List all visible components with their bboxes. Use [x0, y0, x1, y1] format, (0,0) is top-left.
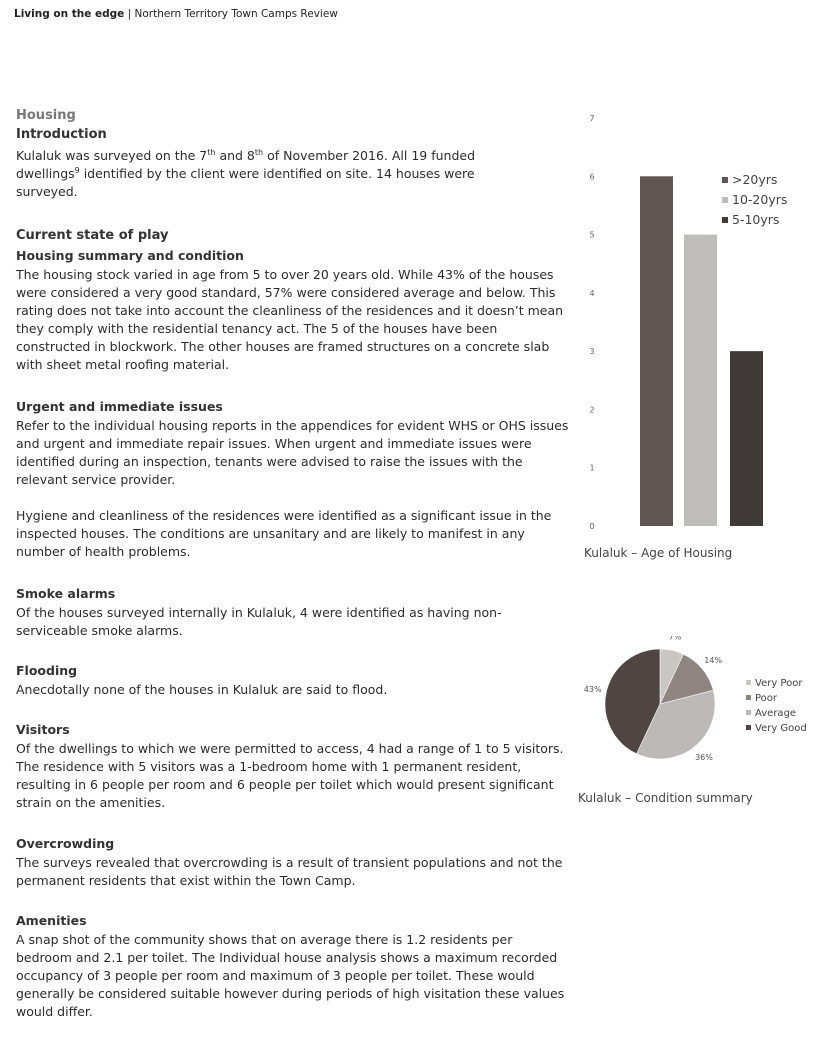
amenities-heading: Amenities — [16, 913, 87, 928]
pie-data-label: 14% — [704, 656, 723, 666]
header-subtitle: Northern Territory Town Camps Review — [134, 8, 338, 20]
current-state-section — [16, 228, 572, 374]
section-label: Housing — [16, 108, 76, 123]
smoke-section — [16, 586, 572, 640]
overcrowding-section — [16, 836, 572, 890]
overcrowding-heading: Overcrowding — [16, 836, 115, 851]
amenities-text: A snap shot of the community shows that on average there is 1.2 residents per bedroom and 2.1 per toilet. The Individual house analysis shows a maximum recorded occupancy of 3 people per room and maximum of 3 people per toilet. These would generally be considered suitable however during periods of high visitation these values would differ. — [16, 932, 565, 1019]
pie-data-label: 7% — [668, 636, 682, 642]
legend-swatch — [722, 197, 728, 203]
legend-label: 10-20yrs — [732, 192, 788, 207]
urgent-text-1: Refer to the individual housing reports in the appendices for evident WHS or OHS issues and urgent and immediate repair issues. When urgent and immediate issues were identified during an inspection, tenants were advised to raise the issues with the relevant service provider. — [16, 418, 569, 487]
visitors-section — [16, 722, 572, 812]
legend-swatch — [746, 680, 751, 685]
current-state-heading: Current state of play — [16, 228, 169, 243]
legend-label: Very Good — [755, 723, 807, 734]
age-of-housing-chart — [580, 108, 820, 568]
pie-data-label: 36% — [695, 753, 713, 763]
amenities-section — [16, 913, 572, 1021]
legend-swatch — [746, 725, 751, 730]
smoke-heading: Smoke alarms — [16, 586, 116, 601]
condition-summary-chart — [566, 636, 826, 776]
overcrowding-text: The surveys revealed that overcrowding is a result of transient populations and not the permanent residents that exist within the Town Camp. — [16, 855, 563, 888]
flooding-section — [16, 663, 572, 699]
bar-chart-title: Kulaluk – Age of Housing — [584, 546, 733, 560]
visitors-heading: Visitors — [16, 722, 70, 737]
pie-data-label: 43% — [583, 684, 602, 694]
bar-chart-svg — [580, 108, 820, 548]
flooding-heading: Flooding — [16, 663, 78, 678]
y-tick-label: 1 — [589, 463, 595, 473]
visitors-text: Of the dwellings to which we were permitted to access, 4 had a range of 1 to 5 visitors. The residence with 5 visitors was a 1-bedroom home with 1 permanent resident, resulting in 6 people per room and 6 people per toilet which would present significant strain on the amenities. — [16, 741, 564, 810]
intro-heading: Introduction — [16, 127, 107, 142]
y-tick-label: 2 — [589, 405, 595, 415]
legend-swatch — [722, 217, 728, 223]
bar-5-10yrs — [730, 351, 763, 526]
header-brand: Living on the edge — [14, 8, 125, 20]
legend-swatch — [746, 710, 751, 715]
intro-text: Kulaluk was surveyed on the 7th and 8th of November 2016. All 19 funded dwellings$^9$ identified by the client were identified on site. 14 houses were surveyed. — [16, 147, 476, 199]
main-column — [16, 108, 572, 1019]
y-tick-label: 0 — [589, 522, 595, 531]
legend-label: >20yrs — [732, 172, 778, 187]
legend-label: Very Poor — [755, 678, 803, 689]
bar-10-20yrs — [684, 235, 717, 526]
legend-swatch — [722, 177, 728, 183]
legend-swatch — [746, 695, 751, 700]
housing-summary-heading: Housing summary and condition — [16, 248, 244, 263]
header-separator: | — [127, 8, 132, 20]
y-tick-label: 7 — [589, 114, 595, 123]
smoke-text: Of the houses surveyed internally in Kulaluk, 4 were identified as having non-serviceable smoke alarms. — [16, 605, 502, 638]
pie-chart-svg — [566, 636, 826, 776]
y-tick-label: 4 — [589, 288, 595, 298]
legend-label: Poor — [755, 693, 778, 704]
urgent-heading: Urgent and immediate issues — [16, 399, 223, 414]
y-tick-label: 3 — [589, 347, 595, 357]
pie-chart-title: Kulaluk – Condition summary — [578, 791, 753, 805]
legend-label: 5-10yrs — [732, 212, 780, 227]
urgent-text-2: Hygiene and cleanliness of the residences were identified as a significant issue in the inspected houses. The conditions are unsanitary and are likely to manifest in any number of health problems. — [16, 508, 552, 559]
legend-label: Average — [755, 708, 797, 719]
y-tick-label: 5 — [589, 230, 595, 240]
bar->20yrs — [640, 176, 673, 526]
housing-summary-text: The housing stock varied in age from 5 to over 20 years old. While 43% of the houses were considered a very good standard, 57% were considered average and below. This rating does not take into account the cleanliness of the residences and it doesn’t mean they comply with the residential tenancy act. The 5 of the houses have been constructed in blockwork. The other houses are framed structures on a concrete slab with sheet metal roofing material. — [16, 267, 564, 372]
urgent-section — [16, 399, 572, 561]
y-tick-label: 6 — [589, 172, 595, 182]
flooding-text: Anecdotally none of the houses in Kulaluk are said to flood. — [16, 682, 388, 697]
running-header — [14, 8, 338, 20]
